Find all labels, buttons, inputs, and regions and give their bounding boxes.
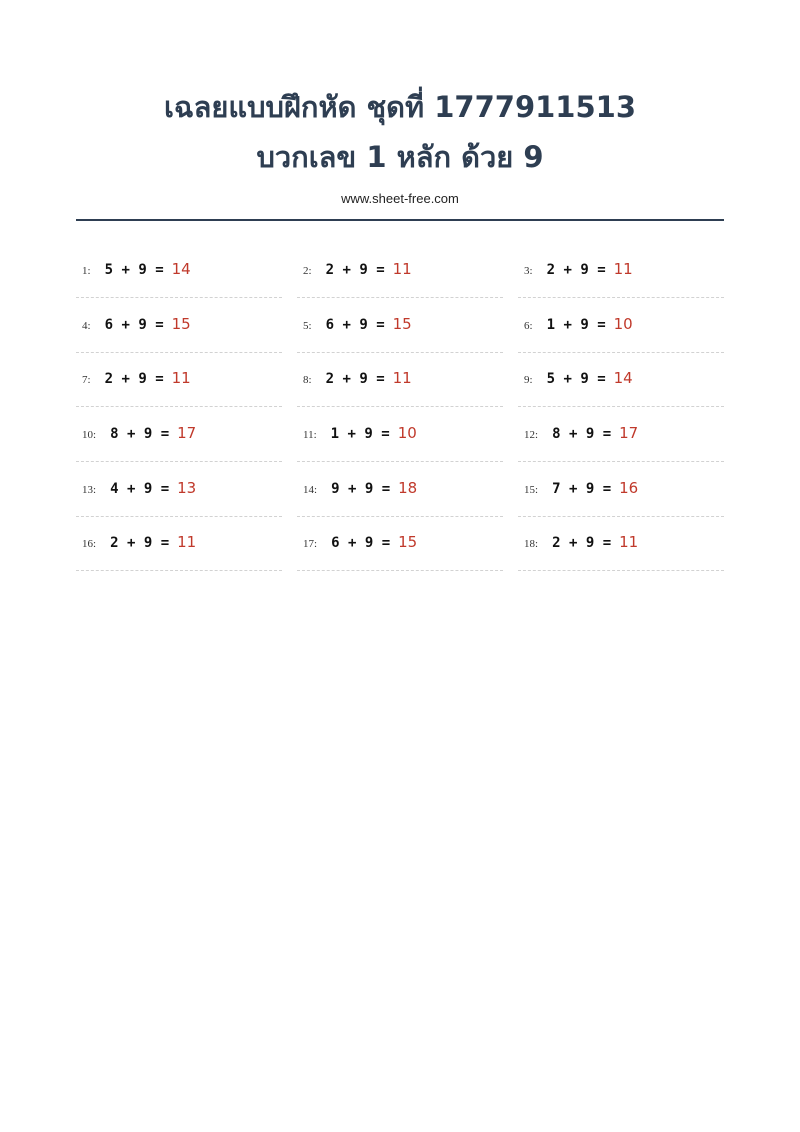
expression-operator: + <box>568 480 578 497</box>
expression-equals: = <box>602 480 612 497</box>
problem-expression <box>331 535 390 551</box>
problem-content <box>524 424 638 442</box>
problem-number: 14: <box>303 483 318 496</box>
problem-answer: 13 <box>177 478 197 497</box>
problem-content <box>82 260 191 278</box>
website-label: www.sheet-free.com <box>341 191 459 206</box>
problem-item <box>76 408 282 462</box>
problem-answer: 11 <box>613 260 633 278</box>
problem-expression <box>105 317 164 333</box>
expression-operand-a: 5 <box>546 371 555 388</box>
problem-item <box>297 463 503 517</box>
problem-number: 16: <box>82 538 97 551</box>
expression-operator: + <box>342 262 351 278</box>
problem-content <box>524 260 633 278</box>
problem-expression <box>547 317 606 333</box>
problem-item <box>76 353 282 407</box>
problem-answer: 15 <box>171 314 191 333</box>
problem-number: 9: <box>524 374 533 387</box>
problem-item <box>518 353 724 407</box>
expression-operand-b: 9 <box>138 262 147 278</box>
expression-equals: = <box>602 426 612 443</box>
problem-answer: 11 <box>392 369 412 388</box>
problem-expression <box>552 426 611 442</box>
problem-item <box>297 408 503 462</box>
expression-equals: = <box>376 316 385 333</box>
problem-number: 7: <box>82 374 91 387</box>
expression-operator: + <box>126 480 136 497</box>
expression-operand-a: 6 <box>104 316 113 333</box>
expression-operand-a: 1 <box>546 316 555 333</box>
expression-operator: + <box>563 371 572 388</box>
problem-content <box>524 369 633 387</box>
expression-operand-a: 4 <box>110 480 119 497</box>
problem-expression <box>326 371 385 387</box>
expression-operand-b: 9 <box>580 262 589 278</box>
problem-expression <box>110 481 169 497</box>
expression-equals: = <box>376 262 385 278</box>
expression-equals: = <box>597 262 606 278</box>
problem-number: 17: <box>303 538 318 551</box>
problem-item <box>297 244 503 298</box>
worksheet-header <box>0 82 800 208</box>
expression-equals: = <box>160 426 170 443</box>
expression-operand-b: 9 <box>585 426 595 443</box>
problem-content <box>524 479 638 497</box>
expression-operand-a: 6 <box>331 535 340 552</box>
expression-equals: = <box>381 480 391 497</box>
problem-item <box>297 299 503 353</box>
problem-expression <box>547 371 606 387</box>
problem-content <box>82 315 191 333</box>
problem-item <box>518 244 724 298</box>
problem-item <box>518 408 724 462</box>
header-divider <box>76 219 724 221</box>
problem-answer: 17 <box>619 424 639 443</box>
expression-equals: = <box>597 371 606 388</box>
page-title-line1: เฉลยแบบฝึกหัด ชุดที่ 1777911513 <box>163 90 637 124</box>
expression-equals: = <box>381 535 391 552</box>
problem-answer: 14 <box>171 260 191 278</box>
expression-operand-b: 9 <box>364 480 374 497</box>
expression-operand-b: 9 <box>364 535 374 552</box>
expression-equals: = <box>155 316 164 333</box>
expression-operand-a: 2 <box>325 262 334 278</box>
problem-item <box>518 299 724 353</box>
expression-operand-a: 1 <box>330 426 340 443</box>
problem-number: 8: <box>303 374 312 387</box>
problem-expression <box>331 481 390 497</box>
expression-operand-a: 5 <box>104 262 113 278</box>
problem-content <box>303 479 417 497</box>
problem-expression <box>110 535 169 551</box>
expression-equals: = <box>160 535 170 552</box>
problem-item <box>518 463 724 517</box>
problem-item <box>76 299 282 353</box>
expression-operand-b: 9 <box>143 426 153 443</box>
problem-expression <box>105 371 164 387</box>
problem-answer: 11 <box>171 369 191 388</box>
problem-number: 10: <box>82 429 97 442</box>
page-title-line2: บวกเลข 1 หลัก ด้วย 9 <box>256 140 544 174</box>
expression-operator: + <box>342 371 351 388</box>
problem-item <box>76 463 282 517</box>
expression-operator: + <box>121 316 130 333</box>
problem-item <box>518 517 724 571</box>
expression-equals: = <box>381 426 390 443</box>
expression-operator: + <box>121 262 130 278</box>
problem-number: 6: <box>524 319 533 332</box>
expression-operand-a: 8 <box>110 426 119 443</box>
problem-content <box>82 424 196 442</box>
problem-item <box>76 244 282 298</box>
problem-content <box>82 479 196 497</box>
expression-operator: + <box>347 480 357 497</box>
problem-number: 5: <box>303 319 312 332</box>
problem-content <box>82 369 191 387</box>
expression-operand-a: 2 <box>104 371 113 388</box>
expression-operand-a: 7 <box>552 480 561 497</box>
expression-operand-b: 9 <box>585 480 595 497</box>
problem-content <box>303 369 412 387</box>
problem-number: 4: <box>82 319 91 332</box>
expression-operator: + <box>563 316 572 333</box>
problem-answer: 10 <box>397 424 417 443</box>
problem-number: 18: <box>524 538 539 551</box>
expression-operand-b: 9 <box>138 371 147 388</box>
problem-expression <box>110 426 169 442</box>
expression-operator: + <box>342 316 351 333</box>
problem-answer: 15 <box>398 533 418 552</box>
problem-content <box>303 315 412 333</box>
problem-answer: 16 <box>619 478 639 497</box>
problem-item <box>76 517 282 571</box>
problem-answer: 18 <box>398 478 418 497</box>
expression-operator: + <box>347 426 356 443</box>
problem-content <box>524 533 638 551</box>
problem-content <box>303 533 417 551</box>
expression-operand-b: 9 <box>359 262 368 278</box>
expression-operator: + <box>568 535 578 552</box>
expression-equals: = <box>160 480 170 497</box>
expression-equals: = <box>602 535 612 552</box>
expression-operand-a: 2 <box>325 371 334 388</box>
expression-operator: + <box>126 535 136 552</box>
problem-grid <box>76 244 724 572</box>
problem-answer: 14 <box>613 369 633 388</box>
expression-operator: + <box>563 262 572 278</box>
problem-expression <box>331 426 390 442</box>
problem-expression <box>552 535 611 551</box>
problem-answer: 10 <box>613 314 633 333</box>
problem-answer: 15 <box>392 314 412 333</box>
expression-operand-b: 9 <box>580 316 589 333</box>
expression-equals: = <box>597 316 606 333</box>
expression-operator: + <box>126 426 136 443</box>
expression-equals: = <box>155 262 164 278</box>
problem-expression <box>326 317 385 333</box>
expression-operand-b: 9 <box>143 535 153 552</box>
problem-number: 12: <box>524 429 539 442</box>
problem-number: 13: <box>82 483 97 496</box>
expression-operand-a: 6 <box>325 316 334 333</box>
problem-number: 2: <box>303 265 312 277</box>
problem-answer: 11 <box>619 533 639 552</box>
expression-operand-b: 9 <box>138 316 147 333</box>
problem-number: 1: <box>82 265 91 277</box>
problem-content <box>82 533 196 551</box>
problem-expression <box>326 262 385 278</box>
expression-operand-b: 9 <box>364 426 373 443</box>
expression-operand-b: 9 <box>143 480 153 497</box>
problem-answer: 11 <box>177 533 197 552</box>
expression-operand-b: 9 <box>585 535 595 552</box>
expression-operand-a: 2 <box>110 535 119 552</box>
expression-operator: + <box>347 535 357 552</box>
problem-item <box>297 353 503 407</box>
expression-operand-b: 9 <box>580 371 589 388</box>
problem-answer: 17 <box>177 424 197 443</box>
problem-item <box>297 517 503 571</box>
problem-number: 11: <box>303 429 317 442</box>
expression-equals: = <box>155 371 164 388</box>
expression-operand-a: 2 <box>546 262 555 278</box>
expression-operator: + <box>568 426 578 443</box>
expression-operand-a: 2 <box>552 535 561 552</box>
problem-content <box>303 424 417 442</box>
problem-number: 3: <box>524 265 533 277</box>
problem-content <box>524 315 633 333</box>
expression-operand-b: 9 <box>359 316 368 333</box>
expression-equals: = <box>376 371 385 388</box>
expression-operand-b: 9 <box>359 371 368 388</box>
problem-number: 15: <box>524 483 539 496</box>
expression-operand-a: 8 <box>552 426 561 443</box>
problem-answer: 11 <box>392 260 412 278</box>
problem-expression <box>105 262 164 278</box>
problem-expression <box>547 262 606 278</box>
expression-operator: + <box>121 371 130 388</box>
problem-expression <box>552 481 611 497</box>
problem-content <box>303 260 412 278</box>
expression-operand-a: 9 <box>331 480 340 497</box>
